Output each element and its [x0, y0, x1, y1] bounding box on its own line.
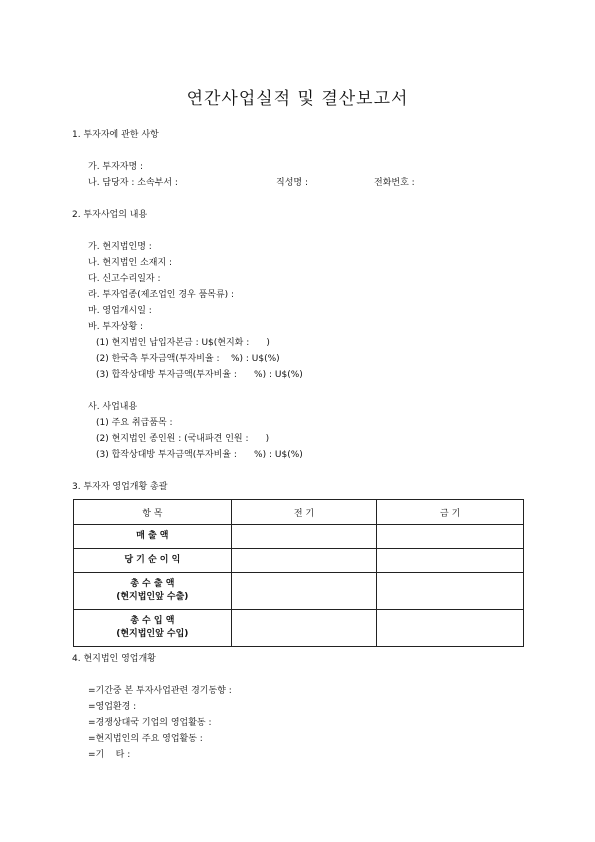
- section-4-heading: 4. 현지법인 영업개황: [72, 654, 156, 664]
- row-label-total-imports-main: 총 수 입 액: [130, 616, 175, 626]
- cell-prev-sales[interactable]: [231, 525, 377, 549]
- cell-prev-net-income[interactable]: [231, 549, 377, 573]
- row-label-total-exports: [74, 573, 232, 610]
- sales-summary-table: [73, 499, 524, 647]
- table-row-net-income: [74, 549, 524, 573]
- competitor-activity-field: =경쟁상대국 기업의 영업활동 :: [88, 718, 212, 728]
- cell-prev-total-imports[interactable]: [231, 610, 377, 647]
- cell-curr-total-exports[interactable]: [377, 573, 524, 610]
- paid-in-capital-field: (1) 현지법인 납입자본금 : U$(현지화 : ): [96, 338, 270, 348]
- row-label-net-income: 당 기 순 이 익: [74, 549, 232, 573]
- contact-phone-field: 전화번호 :: [374, 178, 415, 188]
- employees-field: (2) 현지법인 종인원 : (국내파견 인원 : ): [96, 434, 270, 444]
- header-item: 항 목: [74, 500, 232, 525]
- business-environment-field: =영업환경 :: [88, 702, 137, 712]
- row-label-total-imports: [74, 610, 232, 647]
- local-corp-name-field: 가. 현지법인명 :: [88, 242, 152, 252]
- cell-prev-total-exports[interactable]: [231, 573, 377, 610]
- report-accept-date-field: 다. 신고수리일자 :: [88, 274, 161, 284]
- cell-curr-sales[interactable]: [377, 525, 524, 549]
- business-content-heading: 사. 사업내용: [88, 402, 138, 412]
- main-activity-field: =현지법인의 주요 영업활동 :: [88, 734, 203, 744]
- cell-curr-net-income[interactable]: [377, 549, 524, 573]
- header-previous-period: 전 기: [231, 500, 377, 525]
- economic-trend-field: =기간중 본 투자사업관련 경기동향 :: [88, 686, 232, 696]
- partner-investment-field: (3) 합작상대방 투자금액(투자비율 : %) : U$(%): [96, 370, 303, 380]
- cell-curr-total-imports[interactable]: [377, 610, 524, 647]
- section-1-heading: 1. 투자자에 관한 사항: [72, 130, 159, 140]
- table-row-sales: [74, 525, 524, 549]
- section-2-heading: 2. 투자사업의 내용: [72, 210, 148, 220]
- contact-department-field: 나. 담당자 : 소속부서 :: [88, 178, 178, 188]
- row-label-sales: 매 출 액: [74, 525, 232, 549]
- row-label-total-exports-sub: (현지법인앞 수출): [116, 592, 189, 602]
- business-start-date-field: 마. 영업개시일 :: [88, 306, 152, 316]
- table-row-total-imports: [74, 610, 524, 647]
- contact-position-field: 직성명 :: [276, 178, 308, 188]
- other-field: =기 타 :: [88, 750, 131, 760]
- row-label-total-imports-sub: (현지법인앞 수입): [116, 629, 189, 639]
- korean-investment-field: (2) 한국측 투자금액(투자비율 : %) : U$(%): [96, 354, 280, 364]
- investor-name-field: 가. 투자자명 :: [88, 162, 144, 172]
- table-header-row: [74, 500, 524, 525]
- row-label-total-exports-main: 총 수 출 액: [130, 579, 175, 589]
- main-products-field: (1) 주요 취급품목 :: [96, 418, 173, 428]
- investment-status-label: 바. 투자상황 :: [88, 322, 144, 332]
- header-current-period: 금 기: [377, 500, 524, 525]
- industry-type-field: 라. 투자업종(제조업인 경우 품목류) :: [88, 290, 235, 300]
- document-title: 연간사업실적 및 결산보고서: [186, 89, 409, 109]
- section-3-heading: 3. 투자자 영업개황 총괄: [72, 482, 168, 492]
- partner-investment-field-2: (3) 합작상대방 투자금액(투자비율 : %) : U$(%): [96, 450, 303, 460]
- table-row-total-exports: [74, 573, 524, 610]
- local-corp-address-field: 나. 현지법인 소재지 :: [88, 258, 173, 268]
